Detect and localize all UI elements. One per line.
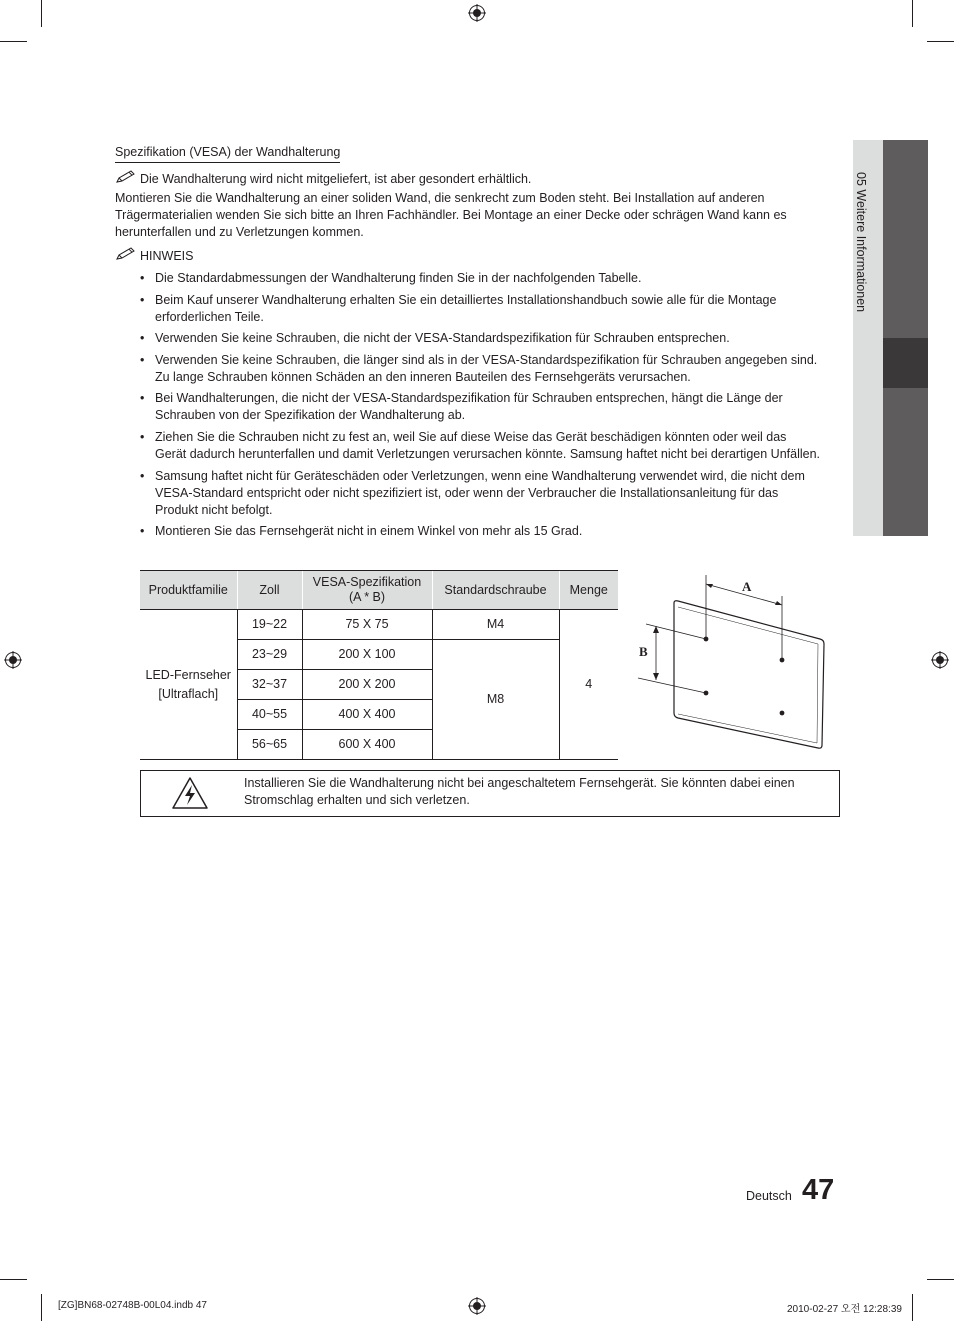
list-item: • Samsung haftet nicht für Geräteschäden oder Verletzungen, wenn eine Wandhalterung verwendet wird, die nicht dem VESA-Standard entspricht oder nicht spezifiziert ist, oder wenn der Verbraucher die Installationsanleitung für das Produkt nicht befolgt.	[140, 468, 820, 519]
family-cell	[140, 610, 237, 760]
vesa-cell: 600 X 400	[302, 730, 432, 760]
registration-mark-icon	[468, 4, 486, 22]
crop-mark	[927, 1279, 954, 1280]
warning-text	[244, 775, 834, 809]
size-cell: 40~55	[237, 700, 302, 730]
crop-mark	[41, 1294, 42, 1321]
mount-hole	[704, 691, 709, 696]
vesa-cell: 200 X 200	[302, 670, 432, 700]
warning-line: Stromschlag erhalten und sich verletzen.	[244, 793, 470, 807]
vesa-cell: 200 X 100	[302, 640, 432, 670]
list-item: • Montieren Sie das Fernsehgerät nicht in einem Winkel von mehr als 15 Grad.	[140, 523, 820, 540]
vesa-spec-table	[140, 570, 618, 760]
tv-back-outline	[674, 601, 824, 748]
screw-cell: M8	[432, 640, 559, 760]
mount-hole	[780, 658, 785, 663]
header-vesa-line2: (A * B)	[348, 590, 386, 604]
family-line1: LED-Fernseher	[145, 667, 231, 682]
size-cell: 32~37	[237, 670, 302, 700]
warning-box	[140, 770, 840, 817]
note-text: Die Wandhalterung wird nicht mitgeliefert, ist aber gesondert erhältlich.	[140, 172, 532, 186]
crop-mark	[0, 41, 27, 42]
table-header-row	[140, 571, 618, 610]
crop-mark	[927, 41, 954, 42]
hinweis-list	[140, 270, 820, 545]
list-item: • Ziehen Sie die Schrauben nicht zu fest an, weil Sie auf diese Weise das Gerät beschädigen könnten oder weil das Gerät dadurch herunterfallen und damit Verletzungen verursachen könnte. Samsung haftet nicht bei derartigen Unfällen.	[140, 429, 820, 463]
paragraph-line: Montieren Sie die Wandhalterung an einer soliden Wand, die senkrecht zum Boden steht. Bei Installation auf anderen	[115, 191, 765, 205]
header-vesa-line1: VESA-Spezifikation	[312, 575, 422, 589]
family-line2: [Ultraflach]	[158, 686, 219, 701]
header-quantity: Menge	[559, 571, 618, 610]
list-item: • Verwenden Sie keine Schrauben, die länger sind als in der VESA-Standardspezifikation für Schrauben angegeben sind. Zu lange Schrauben können Schäden an den inneren Bauteilen des Fernsehgeräts verursachen.	[140, 352, 820, 386]
header-vesa	[302, 571, 432, 610]
list-item: • Beim Kauf unserer Wandhalterung erhalten Sie ein detailliertes Installationshandbuch sowie alle für die Montage erforderlichen Teile.	[140, 292, 820, 326]
language-label: Deutsch	[746, 1189, 792, 1203]
crop-mark	[912, 1294, 913, 1321]
registration-mark-icon	[4, 651, 22, 669]
registration-mark-icon	[931, 651, 949, 669]
table-row	[140, 610, 618, 640]
header-screw: Standardschraube	[432, 571, 559, 610]
pencil-note-icon	[115, 170, 137, 184]
electric-shock-warning-icon	[171, 776, 209, 810]
header-size: Zoll	[237, 571, 302, 610]
label-a: A	[742, 579, 752, 594]
hinweis-label: HINWEIS	[140, 249, 194, 263]
crop-mark	[0, 1279, 27, 1280]
list-item: • Die Standardabmessungen der Wandhalterung finden Sie in der nachfolgenden Tabelle.	[140, 270, 820, 287]
quantity-cell: 4	[559, 610, 618, 760]
warning-line: Installieren Sie die Wandhalterung nicht bei angeschaltetem Fernsehgerät. Sie könnten dabei einen	[244, 776, 795, 790]
print-timestamp: 2010-02-27 오전 12:28:39	[787, 1304, 902, 1315]
page-number: 47	[802, 1174, 835, 1206]
pencil-note-icon	[115, 247, 137, 261]
crop-mark	[912, 0, 913, 27]
chapter-title: 05 Weitere Informationen	[854, 172, 868, 313]
paragraph-line: Trägermaterialien wenden Sie sich bitte an Ihren Fachhändler. Bei Montage an einer Decke oder schrägen Wand kann es	[115, 208, 787, 222]
mount-hole	[780, 711, 785, 716]
crop-mark	[41, 0, 42, 27]
chapter-tab-marker	[883, 338, 928, 388]
mount-hole	[704, 637, 709, 642]
screw-cell: M4	[432, 610, 559, 640]
registration-mark-icon	[468, 1297, 486, 1315]
size-cell: 19~22	[237, 610, 302, 640]
list-item: • Bei Wandhalterungen, die nicht der VESA-Standardspezifikation für Schrauben entsprechen, hängt die Länge der Schrauben von der Spezifikation der Wandhalterung ab.	[140, 390, 820, 424]
tv-mount-diagram	[630, 570, 835, 755]
list-item: • Verwenden Sie keine Schrauben, die nicht der VESA-Standardspezifikation für Schrauben entsprechen.	[140, 330, 820, 347]
vesa-cell: 400 X 400	[302, 700, 432, 730]
size-cell: 56~65	[237, 730, 302, 760]
header-family: Produktfamilie	[140, 571, 237, 610]
label-b: B	[639, 644, 648, 659]
vesa-cell: 75 X 75	[302, 610, 432, 640]
print-file-info: [ZG]BN68-02748B-00L04.indb 47	[58, 1300, 207, 1311]
section-title: Spezifikation (VESA) der Wandhalterung	[115, 145, 340, 163]
paragraph-line: herunterfallen und zu Verletzungen kommen.	[115, 225, 364, 239]
size-cell: 23~29	[237, 640, 302, 670]
